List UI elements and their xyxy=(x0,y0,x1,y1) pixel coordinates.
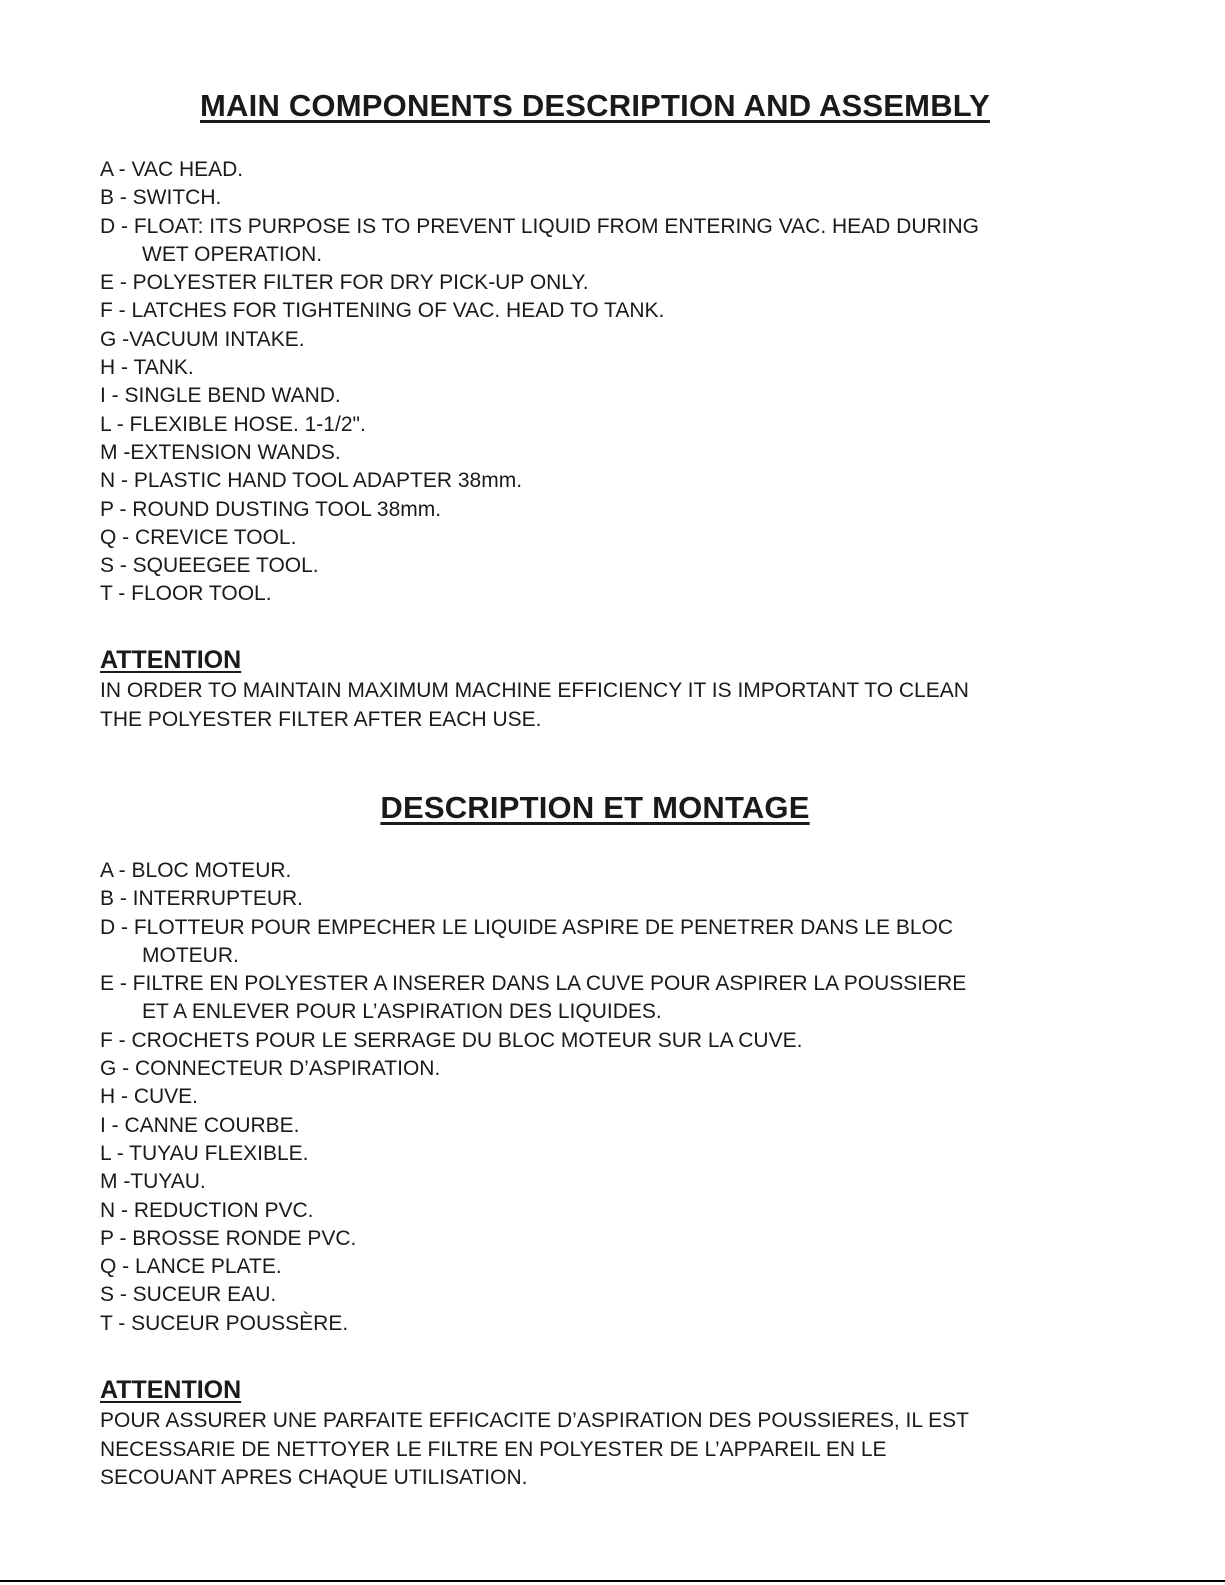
component-item-continuation: WET OPERATION. xyxy=(142,242,323,266)
component-item-label: P - BROSSE RONDE PVC. xyxy=(100,1226,357,1250)
component-item-label: Q - LANCE PLATE. xyxy=(100,1255,282,1279)
component-item-label: Q - CREVICE TOOL. xyxy=(100,525,297,549)
component-item-label: F - CROCHETS POUR LE SERRAGE DU BLOC MOTEUR SUR LA CUVE. xyxy=(100,1028,803,1052)
component-item-label: L - FLEXIBLE HOSE. 1-1/2". xyxy=(100,412,366,436)
component-item xyxy=(100,439,1110,467)
component-item xyxy=(100,552,1110,580)
component-item-label: F - LATCHES FOR TIGHTENING OF VAC. HEAD TO TANK. xyxy=(100,299,665,323)
component-item-label: H - CUVE. xyxy=(100,1085,199,1109)
component-item-label: A - BLOC MOTEUR. xyxy=(100,859,292,882)
component-item-label: G -VACUUM INTAKE. xyxy=(100,327,305,351)
component-item xyxy=(100,914,1110,971)
french-component-list xyxy=(100,857,1110,1338)
french-section-title: DESCRIPTION ET MONTAGE xyxy=(380,790,810,825)
component-item-label: T - SUCEUR POUSSÈRE. xyxy=(100,1311,349,1335)
component-item-continuation: MOTEUR. xyxy=(142,943,239,967)
component-item xyxy=(100,184,1110,212)
french-attention-text: POUR ASSURER UNE PARFAITE EFFICACITE D’ASPIRATION DES POUSSIERES, IL EST NECESSARIE DE NETTOYER LE FILTRE EN POLYESTER DE L’APPAREIL EN LE SECOUANT APRES CHAQUE UTILISATION. xyxy=(100,1409,969,1489)
component-item xyxy=(100,1055,1110,1083)
french-attention-heading: ATTENTION xyxy=(100,1376,242,1404)
french-attention-block xyxy=(100,1375,1110,1493)
component-item xyxy=(100,1281,1110,1309)
component-item xyxy=(100,354,1110,382)
component-item-label: N - REDUCTION PVC. xyxy=(100,1198,314,1222)
component-item xyxy=(100,496,1110,524)
component-item-label: D - FLOAT: ITS PURPOSE IS TO PREVENT LIQUID FROM ENTERING VAC. HEAD DURING xyxy=(100,214,980,238)
component-item xyxy=(100,269,1110,297)
component-item-label: A - VAC HEAD. xyxy=(100,158,244,181)
component-item xyxy=(100,1112,1110,1140)
component-item-label: H - TANK. xyxy=(100,356,194,380)
component-item-label: D - FLOTTEUR POUR EMPECHER LE LIQUIDE ASPIRE DE PENETRER DANS LE BLOC xyxy=(100,915,954,939)
component-item xyxy=(100,580,1110,608)
english-attention-heading: ATTENTION xyxy=(100,646,242,674)
component-item xyxy=(100,524,1110,552)
component-item-label: E - POLYESTER FILTER FOR DRY PICK-UP ONLY. xyxy=(100,271,589,295)
component-item-label: P - ROUND DUSTING TOOL 38mm. xyxy=(100,497,442,521)
component-item xyxy=(100,213,1110,270)
component-item xyxy=(100,156,1110,184)
component-item xyxy=(100,885,1110,913)
component-item-label: I - SINGLE BEND WAND. xyxy=(100,384,341,408)
component-item-continuation: ET A ENLEVER POUR L’ASPIRATION DES LIQUIDES. xyxy=(142,1000,662,1024)
english-component-list xyxy=(100,156,1110,609)
component-item xyxy=(100,297,1110,325)
component-item-label: B - SWITCH. xyxy=(100,186,222,210)
component-item xyxy=(100,1310,1110,1338)
component-item-label: S - SUCEUR EAU. xyxy=(100,1283,277,1307)
component-item-label: G - CONNECTEUR D’ASPIRATION. xyxy=(100,1057,441,1081)
component-item xyxy=(100,857,1110,885)
component-item xyxy=(100,1027,1110,1055)
component-item xyxy=(100,326,1110,354)
english-attention-text: IN ORDER TO MAINTAIN MAXIMUM MACHINE EFFICIENCY IT IS IMPORTANT TO CLEAN THE POLYESTER FILTER AFTER EACH USE. xyxy=(100,679,969,731)
bottom-rule xyxy=(0,1580,1225,1582)
component-item xyxy=(100,382,1110,410)
component-item-label: E - FILTRE EN POLYESTER A INSERER DANS LA CUVE POUR ASPIRER LA POUSSIERE xyxy=(100,972,967,996)
component-item xyxy=(100,1253,1110,1281)
component-item xyxy=(100,1197,1110,1225)
component-item xyxy=(100,411,1110,439)
component-item-label: B - INTERRUPTEUR. xyxy=(100,887,304,911)
component-item-label: L - TUYAU FLEXIBLE. xyxy=(100,1141,309,1165)
component-item-label: N - PLASTIC HAND TOOL ADAPTER 38mm. xyxy=(100,469,523,493)
component-item xyxy=(100,1225,1110,1253)
component-item xyxy=(100,1168,1110,1196)
english-section-title: MAIN COMPONENTS DESCRIPTION AND ASSEMBLY xyxy=(200,88,990,123)
component-item xyxy=(100,970,1110,1027)
component-item-label: M -TUYAU. xyxy=(100,1170,206,1194)
component-item xyxy=(100,467,1110,495)
component-item-label: M -EXTENSION WANDS. xyxy=(100,440,341,464)
component-item xyxy=(100,1083,1110,1111)
component-item-label: S - SQUEEGEE TOOL. xyxy=(100,554,319,578)
english-attention-block xyxy=(100,645,1110,734)
component-item xyxy=(100,1140,1110,1168)
component-item-label: I - CANNE COURBE. xyxy=(100,1113,300,1137)
component-item-label: T - FLOOR TOOL. xyxy=(100,582,272,606)
